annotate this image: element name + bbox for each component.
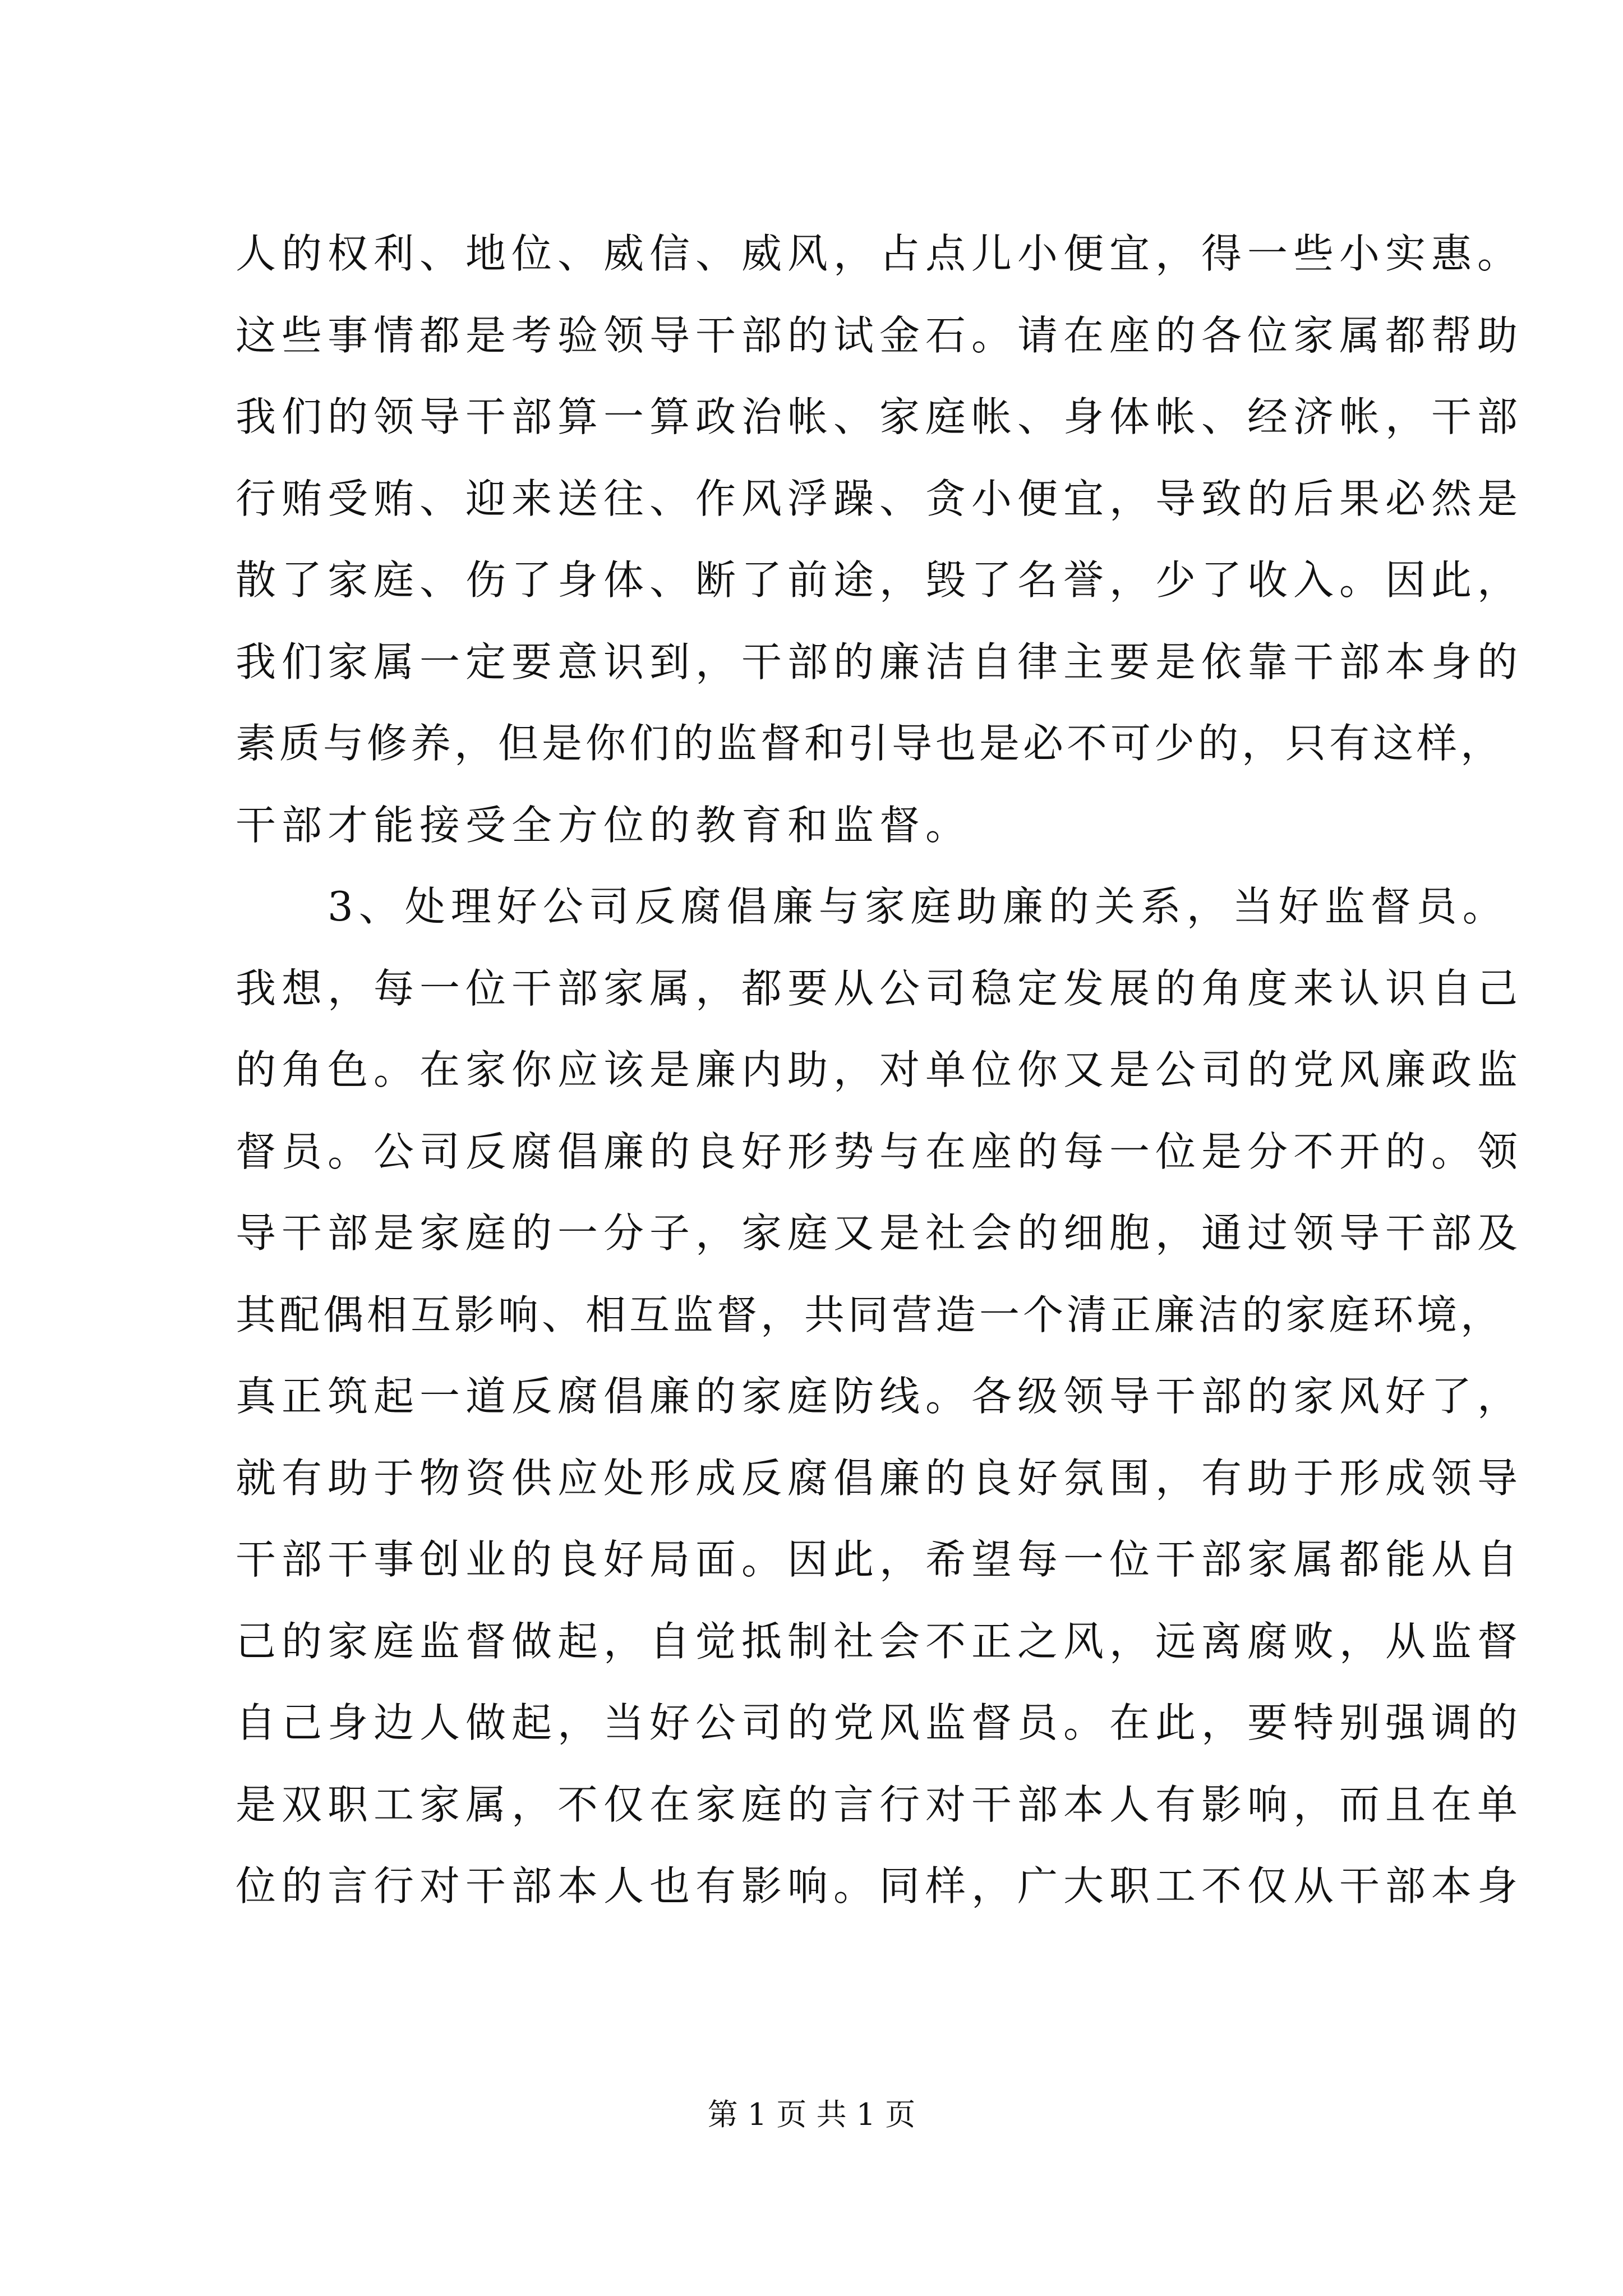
page-footer [0, 2095, 1623, 2134]
text-line: 导干部是家庭的一分子，家庭又是社会的细胞，通过领导干部及 [236, 1209, 1524, 1257]
text-line: 干部才能接受全方位的教育和监督。 [236, 801, 972, 849]
text-line: 散了家庭、伤了身体、断了前途，毁了名誉，少了收入。因此， [236, 556, 1524, 604]
text-line: 这些事情都是考验领导干部的试金石。请在座的各位家属都帮助 [236, 311, 1524, 359]
text-line: 是双职工家属，不仅在家庭的言行对干部本人有影响，而且在单 [236, 1780, 1524, 1828]
text-line: 的角色。在家你应该是廉内助，对单位你又是公司的党风廉政监 [236, 1046, 1524, 1093]
text-line: 督员。公司反腐倡廉的良好形势与在座的每一位是分不开的。领 [236, 1128, 1524, 1175]
text-line: 我们家属一定要意识到，干部的廉洁自律主要是依靠干部本身的 [236, 638, 1524, 685]
text-line: 行贿受贿、迎来送往、作风浮躁、贪小便宜，导致的后果必然是 [236, 475, 1524, 522]
text-line: 我想，每一位干部家属，都要从公司稳定发展的角度来认识自己 [236, 964, 1524, 1012]
text-line: 其配偶相互影响、相互监督，共同营造一个清正廉洁的家庭环境， [236, 1291, 1505, 1338]
text-line: 己的家庭监督做起，自觉抵制社会不正之风，远离腐败，从监督 [236, 1617, 1524, 1665]
text-line: 人的权利、地位、威信、威风，占点儿小便宜，得一些小实惠。 [236, 230, 1524, 277]
text-line: 真正筑起一道反腐倡廉的家庭防线。各级领导干部的家风好了， [236, 1373, 1524, 1420]
document-body [236, 213, 1524, 1927]
text-line: 素质与修养，但是你们的监督和引导也是必不可少的，只有这样， [236, 720, 1505, 767]
text-line: 位的言行对干部本人也有影响。同样，广大职工不仅从干部本身 [236, 1862, 1524, 1910]
paragraph-heading-line: 3、处理好公司反腐倡廉与家庭助廉的关系，当好监督员。 [236, 883, 1509, 930]
text-line: 自己身边人做起，当好公司的党风监督员。在此，要特别强调的 [236, 1699, 1524, 1746]
text-line: 我们的领导干部算一算政治帐、家庭帐、身体帐、经济帐，干部 [236, 393, 1524, 440]
page-number-label: 第 1 页 共 1 页 [707, 2097, 916, 2132]
text-line: 就有助于物资供应处形成反腐倡廉的良好氛围，有助于形成领导 [236, 1454, 1524, 1502]
text-line: 干部干事创业的良好局面。因此，希望每一位干部家属都能从自 [236, 1536, 1524, 1583]
